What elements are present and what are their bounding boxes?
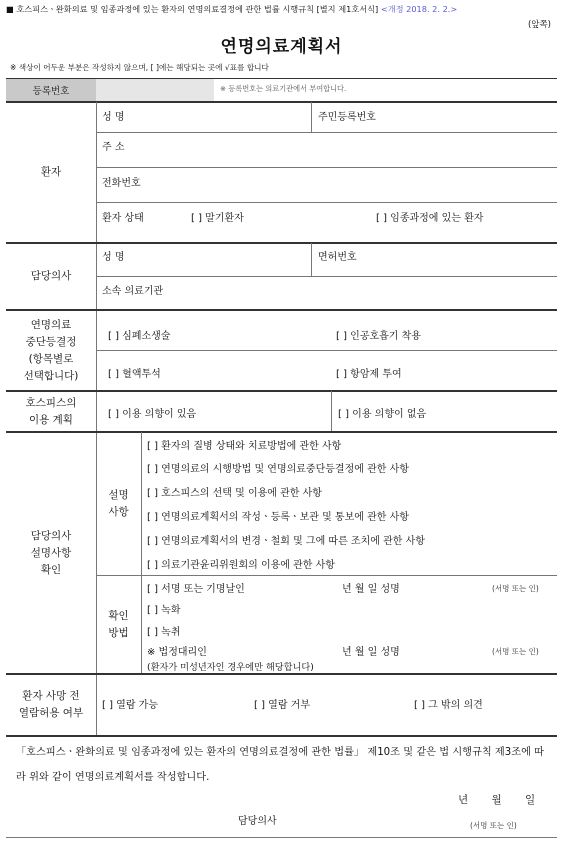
- sign-note: (서명 또는 인): [492, 584, 539, 593]
- confirm-label-line: 확인: [108, 609, 129, 622]
- patient-status-label: 환자 상태: [102, 213, 144, 224]
- explanation-item-checkbox[interactable]: [ ] 연명의료계획서의 작성ㆍ등록ㆍ보관 및 통보에 관한 사항: [147, 512, 409, 523]
- rule-note: ■ 호스피스ㆍ완화의료 및 임종과정에 있는 환자의 연명의료결정에 관한 법률 시행규칙 [별지 제1호서식]: [6, 4, 379, 14]
- status-terminal-checkbox[interactable]: [ ] 말기환자: [191, 213, 244, 224]
- proxy-note: (환자가 미성년자인 경우에만 해당합니다): [147, 662, 314, 673]
- plan-form: [6, 102, 557, 737]
- sign-checkbox[interactable]: [ ] 서명 또는 기명날인: [147, 584, 245, 595]
- explanation-label-line: 확인: [40, 563, 62, 576]
- treatment-label-line: 연명의료: [30, 318, 72, 331]
- proxy-date-name: 년 월 일 성명: [342, 647, 400, 658]
- access-label-line: 열람허용 여부: [18, 706, 84, 719]
- hospice-no-checkbox[interactable]: [ ] 이용 의향이 없음: [338, 409, 427, 420]
- declaration-doctor-label: 담당의사: [238, 816, 277, 827]
- patient-name-field[interactable]: 성 명: [102, 112, 125, 123]
- explanation-items-label: [96, 432, 141, 575]
- hospice-divider: [331, 391, 332, 432]
- hospice-label-line: 이용 계획: [29, 413, 73, 426]
- recording-checkbox[interactable]: [ ] 녹화: [147, 605, 181, 616]
- declaration-text: 「호스피스ㆍ완화의료 및 임종과정에 있는 환자의 연명의료결정에 관한 법률」 제10조 및 같은 법 시행규칙 제3조에 따라 위와 같이 연명의료계획서를 작성합니다.: [16, 747, 545, 783]
- doctor-name-field[interactable]: 성 명: [102, 252, 125, 263]
- row-line: [96, 202, 557, 203]
- chemotherapy-checkbox[interactable]: [ ] 항암제 투여: [336, 369, 402, 380]
- hospice-section-label: [6, 391, 96, 432]
- treatment-label-line: 선택합니다): [23, 369, 79, 382]
- explanation-sub-divider: [141, 432, 142, 674]
- patient-name-divider: [311, 102, 312, 132]
- revision-note[interactable]: <개정 2018. 2. 2.>: [380, 4, 458, 14]
- declaration-sign-note: (서명 또는 인): [470, 821, 517, 830]
- row-line: [96, 350, 557, 351]
- treatment-label-line: (항목별로: [28, 352, 74, 365]
- explanation-item-checkbox[interactable]: [ ] 연명의료계획서의 변경ㆍ철회 및 그에 따른 조치에 관한 사항: [147, 536, 425, 547]
- registration-number-field: [96, 79, 214, 101]
- explanation-item-checkbox[interactable]: [ ] 환자의 질병 상태와 치료방법에 관한 사항: [147, 441, 342, 452]
- row-line: [96, 276, 557, 277]
- cpr-checkbox[interactable]: [ ] 심폐소생술: [108, 331, 171, 342]
- ventilator-checkbox[interactable]: [ ] 인공호흡기 착용: [336, 331, 421, 342]
- patient-resident-number-field[interactable]: 주민등록번호: [318, 112, 376, 123]
- patient-phone-field[interactable]: 전화번호: [102, 178, 141, 189]
- confirm-method-label: [96, 575, 141, 674]
- section-line: [6, 735, 557, 737]
- proxy-sign-note: (서명 또는 인): [492, 647, 539, 656]
- explanation-sub-line: 사항: [108, 505, 129, 518]
- doctor-name-divider: [311, 243, 312, 276]
- treatment-section-label: [6, 310, 96, 391]
- registration-note: ※ 등록번호는 의료기관에서 부여합니다.: [220, 84, 347, 93]
- status-dying-checkbox[interactable]: [ ] 임종과정에 있는 환자: [376, 213, 484, 224]
- access-section-label: [6, 674, 96, 735]
- explanation-sub-line: 설명: [108, 488, 129, 501]
- row-line: [96, 167, 557, 168]
- hospice-yes-checkbox[interactable]: [ ] 이용 의향이 있음: [108, 409, 197, 420]
- explanation-item-checkbox[interactable]: [ ] 연명의료의 시행방법 및 연명의료중단등결정에 관한 사항: [147, 464, 409, 475]
- doctor-license-field[interactable]: 면허번호: [318, 252, 357, 263]
- rule-reference: [6, 2, 506, 16]
- confirm-label-line: 방법: [108, 626, 129, 639]
- access-other-checkbox[interactable]: [ ] 그 밖의 의견: [414, 700, 483, 711]
- explanation-label-line: 담당의사: [30, 529, 72, 542]
- explanation-item-checkbox[interactable]: [ ] 의료기관윤리위원회의 이용에 관한 사항: [147, 560, 335, 571]
- front-page-label: (앞쪽): [527, 20, 551, 30]
- access-label-line: 환자 사망 전: [22, 689, 80, 702]
- dialysis-checkbox[interactable]: [ ] 혈액투석: [108, 369, 161, 380]
- access-allow-checkbox[interactable]: [ ] 열람 가능: [102, 700, 158, 711]
- patient-section-label: 환자: [40, 166, 62, 178]
- explanation-label-line: 설명사항: [30, 546, 72, 559]
- explanation-item-checkbox[interactable]: [ ] 호스피스의 선택 및 이용에 관한 사항: [147, 488, 322, 499]
- access-deny-checkbox[interactable]: [ ] 열람 거부: [254, 700, 310, 711]
- audio-checkbox[interactable]: [ ] 녹취: [147, 627, 181, 638]
- treatment-label-line: 중단등결정: [25, 335, 77, 348]
- doctor-institution-field[interactable]: 소속 의료기관: [102, 286, 164, 297]
- registration-row: [6, 78, 557, 103]
- hospice-label-line: 호스피스의: [25, 396, 77, 409]
- fill-guide: ※ 색상이 어두운 부분은 작성하지 않으며, [ ]에는 해당되는 곳에 √표를 합니다: [10, 63, 269, 72]
- doctor-section-label: 담당의사: [30, 270, 72, 282]
- patient-address-field[interactable]: 주 소: [102, 142, 125, 153]
- row-line: [96, 132, 557, 133]
- declaration-date: 년 월 일: [458, 794, 536, 806]
- page-title: 연명의료계획서: [220, 37, 343, 57]
- sign-date-name: 년 월 일 성명: [342, 584, 400, 595]
- registration-label: 등록번호: [6, 79, 96, 101]
- proxy-label: ※ 법정대리인: [147, 647, 207, 658]
- bottom-rule: [6, 837, 557, 838]
- explanation-section-label: [6, 432, 96, 674]
- row-line: [96, 575, 557, 576]
